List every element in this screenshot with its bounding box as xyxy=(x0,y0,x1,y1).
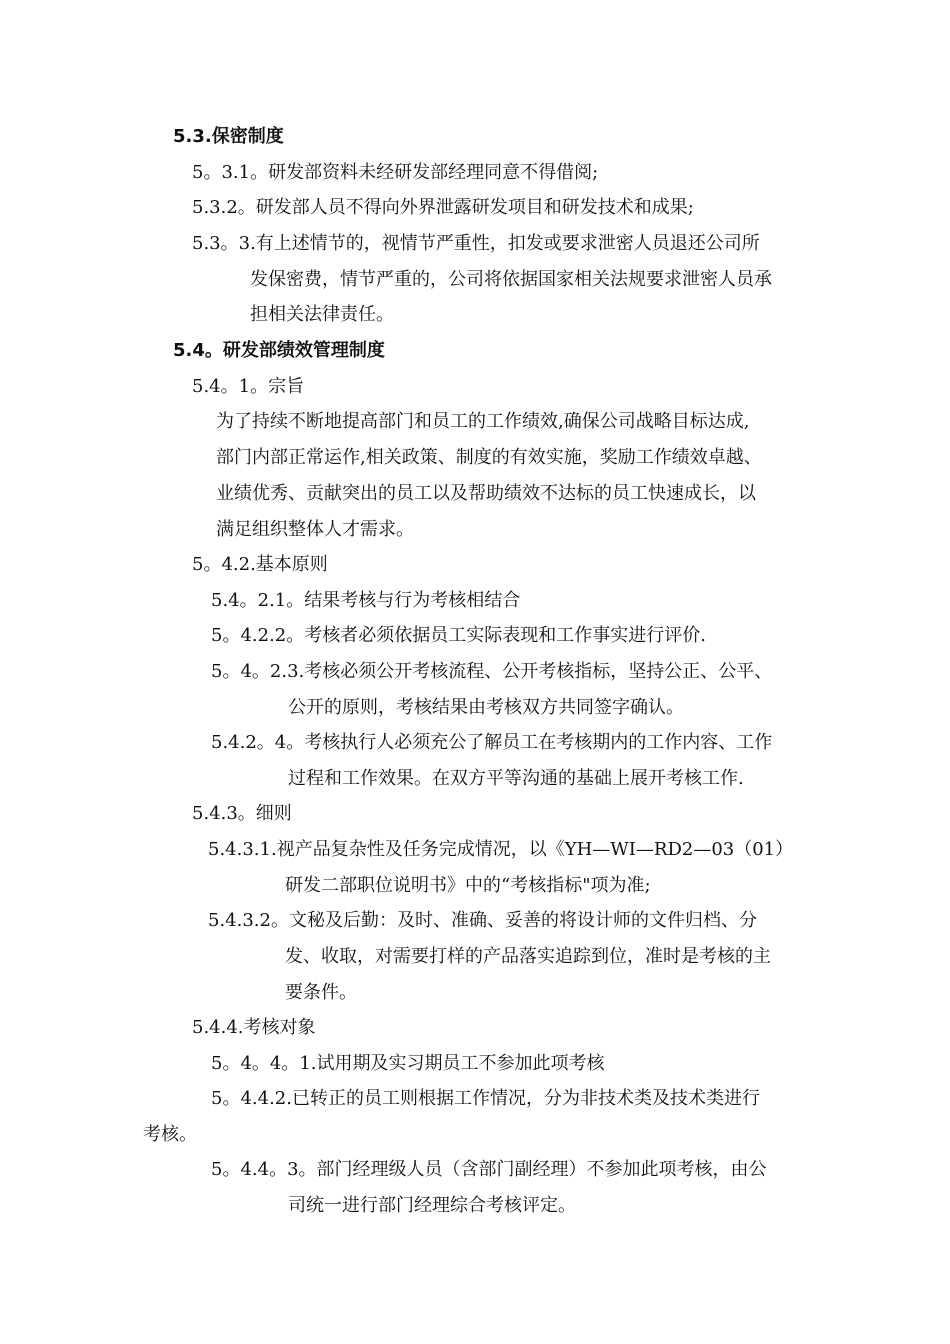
clause-5-4-4-2-line-1: 5。4.4.2.已转正的员工则根据工作情况，分为非技术类及技术类进行 xyxy=(211,1088,760,1109)
clause-5-3-1: 5。3.1。研发部资料未经研发部经理同意不得借阅; xyxy=(192,162,599,183)
clause-5-4-2-3-line-2: 公开的原则，考核结果由考核双方共同签字确认。 xyxy=(288,697,684,718)
clause-5-4-2-4-line-1: 5.4.2。4。考核执行人必须充公了解员工在考核期内的工作内容、工作 xyxy=(211,732,773,753)
purpose-paragraph-line-2: 部门内部正常运作,相关政策、制度的有效实施，奖励工作绩效卓越、 xyxy=(216,447,762,468)
clause-5-4-3-2-line-1: 5.4.3.2。文秘及后勤：及时、准确、妥善的将设计师的文件归档、分 xyxy=(208,910,757,931)
section-heading-5-4: 5.4。研发部绩效管理制度 xyxy=(173,340,385,361)
clause-5-3-3-line-2: 发保密费，情节严重的，公司将依据国家相关法规要求泄密人员承 xyxy=(250,269,772,290)
clause-5-4-4-3-line-2: 司统一进行部门经理综合考核评定。 xyxy=(288,1195,576,1216)
clause-5-4-2: 5。4.2.基本原则 xyxy=(192,554,328,575)
clause-5-4-3-1-line-1: 5.4.3.1.视产品复杂性及任务完成情况，以《YH—WI—RD2—03（01） xyxy=(208,839,794,860)
clause-5-3-3-line-1: 5.3。3.有上述情节的，视情节严重性，扣发或要求泄密人员退还公司所 xyxy=(192,233,760,254)
clause-5-4-3-2-line-2: 发、收取，对需要打样的产品落实追踪到位，准时是考核的主 xyxy=(285,946,771,967)
clause-5-4-4-3-line-1: 5。4.4。3。部门经理级人员（含部门副经理）不参加此项考核，由公 xyxy=(211,1159,767,1180)
clause-5-4-2-4-line-2: 过程和工作效果。在双方平等沟通的基础上展开考核工作. xyxy=(288,768,744,789)
clause-5-3-3-line-3: 担相关法律责任。 xyxy=(250,304,394,325)
clause-5-4-3: 5.4.3。细则 xyxy=(192,803,292,824)
clause-5-4-3-2-line-3: 要条件。 xyxy=(285,982,357,1003)
clause-5-4-4-1: 5。4。4。1.试用期及实习期员工不参加此项考核 xyxy=(211,1053,605,1074)
purpose-paragraph-line-1: 为了持续不断地提高部门和员工的工作绩效,确保公司战略目标达成, xyxy=(216,411,750,432)
clause-5-4-2-1: 5.4。2.1。结果考核与行为考核相结合 xyxy=(211,590,521,611)
clause-5-4-2-2: 5。4.2.2。考核者必须依据员工实际表现和工作事实进行评价. xyxy=(211,625,706,646)
clause-5-4-4-2-line-2: 考核。 xyxy=(143,1124,197,1145)
clause-5-4-4: 5.4.4.考核对象 xyxy=(192,1017,316,1038)
clause-5-4-3-1-line-2: 研发二部职位说明书》中的“考核指标"项为准; xyxy=(285,875,651,896)
clause-5-3-2: 5.3.2。研发部人员不得向外界泄露研发项目和研发技术和成果; xyxy=(192,197,694,218)
purpose-paragraph-line-3: 业绩优秀、贡献突出的员工以及帮助绩效不达标的员工快速成长，以 xyxy=(216,483,756,504)
section-heading-5-3: 5.3.保密制度 xyxy=(173,126,284,147)
clause-5-4-1: 5.4。1。宗旨 xyxy=(192,376,305,397)
purpose-paragraph-line-4: 满足组织整体人才需求。 xyxy=(216,519,414,540)
clause-5-4-2-3-line-1: 5。4。2.3.考核必须公开考核流程、公开考核指标，坚持公正、公平、 xyxy=(211,661,773,682)
